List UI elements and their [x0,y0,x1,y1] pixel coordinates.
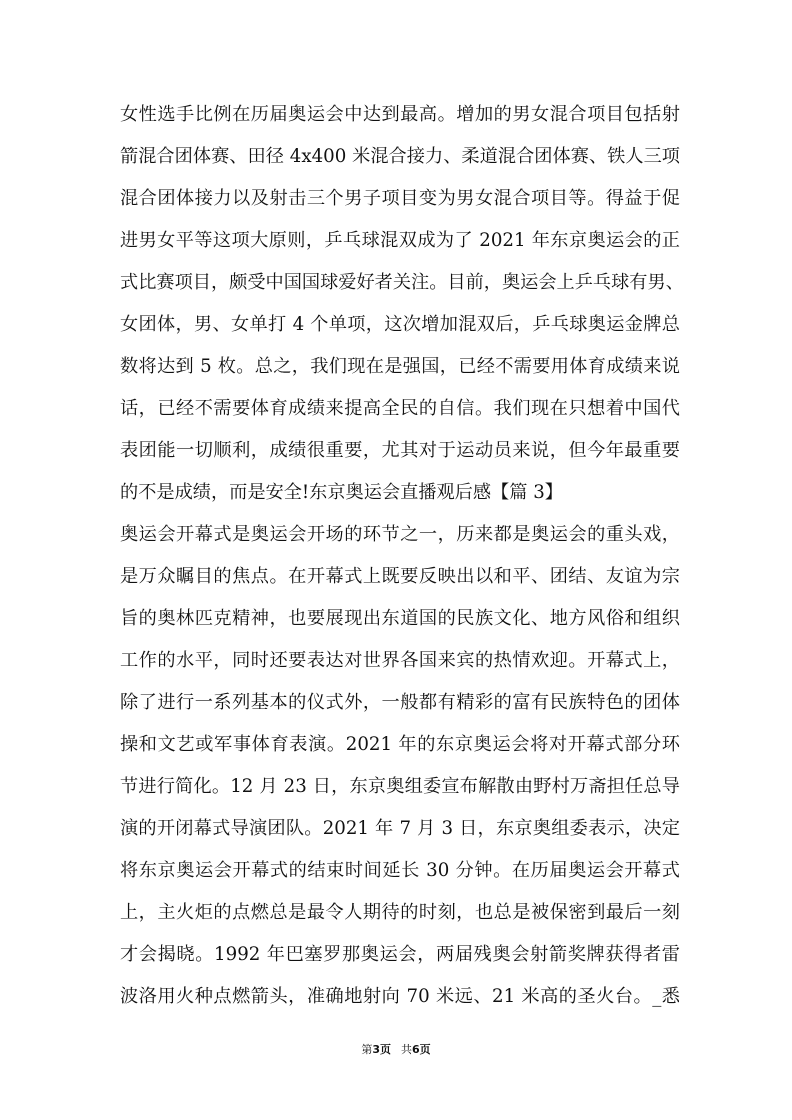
page-footer [0,1043,792,1057]
page-prefix: 第 [361,1043,373,1056]
text-line: 箭混合团体赛、田径 4x400 米混合接力、柔道混合团体赛、铁人三项 [120,146,680,167]
text-line-section-heading: 的不是成绩，而是安全!东京奥运会直播观后感【篇 3】 [120,482,563,503]
text-line: 工作的水平，同时还要表达对世界各国来宾的热情欢迎。开幕式上， [120,650,680,671]
text-line: 女性选手比例在历届奥运会中达到最高。增加的男女混合项目包括射 [120,104,680,125]
text-line: 演的开闭幕式导演团队。2021 年 7 月 3 日，东京奥组委表示，决定 [120,818,680,839]
text-line: 进男女平等这项大原则，乒乓球混双成为了 2021 年东京奥运会的正 [120,230,680,251]
text-line: 操和文艺或军事体育表演。2021 年的东京奥运会将对开幕式部分环 [120,734,680,755]
text-line: 话，已经不需要体育成绩来提高全民的自信。我们现在只想着中国代 [120,398,680,419]
text-line: 混合团体接力以及射击三个男子项目变为男女混合项目等。得益于促 [120,188,680,209]
text-line: 数将达到 5 枚。总之，我们现在是强国，已经不需要用体育成绩来说 [120,356,680,377]
text-line: 是万众瞩目的焦点。在开幕式上既要反映出以和平、团结、友谊为宗 [120,566,680,587]
text-line: 奥运会开幕式是奥运会开场的环节之一，历来都是奥运会的重头戏， [120,524,680,545]
text-line: 才会揭晓。1992 年巴塞罗那奥运会，两届残奥会射箭奖牌获得者雷 [120,944,680,965]
text-line: 式比赛项目，颇受中国国球爱好者关注。目前，奥运会上乒乓球有男、 [120,272,684,293]
text-line: 旨的奥林匹克精神，也要展现出东道国的民族文化、地方风俗和组织 [120,608,680,629]
text-line: 将东京奥运会开幕式的结束时间延长 30 分钟。在历届奥运会开幕式 [120,860,680,881]
total-suffix: 页 [419,1043,431,1056]
text-line: 波洛用火种点燃箭头，准确地射向 70 米远、21 米高的圣火台。_悉 [120,986,680,1007]
text-line: 女团体，男、女单打 4 个单项，这次增加混双后，乒乓球奥运金牌总 [120,314,680,335]
page-suffix: 页 [380,1043,391,1056]
text-line: 上，主火炬的点燃总是最令人期待的时刻，也总是被保密到最后一刻 [120,902,680,923]
text-line: 除了进行一系列基本的仪式外，一般都有精彩的富有民族特色的团体 [120,692,680,713]
text-line: 表团能一切顺利，成绩很重要，尤其对于运动员来说，但今年最重要 [120,440,680,461]
page-number: 3 [372,1043,380,1056]
total-pages: 6 [412,1043,420,1056]
text-line: 节进行简化。12 月 23 日，东京奥组委宣布解散由野村万斋担任总导 [120,776,680,797]
total-prefix: 共 [401,1043,412,1056]
